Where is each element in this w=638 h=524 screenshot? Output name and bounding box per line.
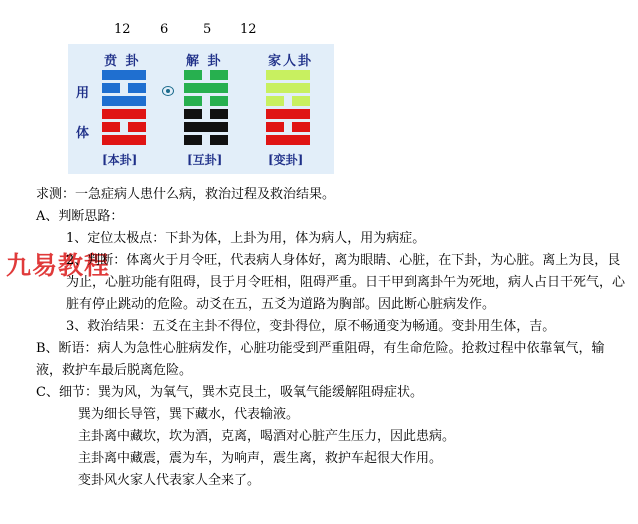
number: 5	[203, 22, 212, 37]
paragraph: B、断语：病人为急性心脏病发作，心脏功能受到严重阻碍，有生命危险。抢救过程中依靠氧气，输液，救护车最后脱离危险。	[36, 341, 605, 378]
hexagram-label: [互卦]	[187, 153, 223, 167]
hexagram-bian	[266, 70, 310, 148]
yang-line	[266, 70, 310, 80]
number: 12	[114, 22, 131, 37]
hexagram-hu	[184, 70, 228, 148]
yin-line	[184, 96, 228, 106]
hexagram-panel	[68, 44, 334, 174]
yang-line	[102, 70, 146, 80]
paragraph: 2、判断：体离火于月令旺，代表病人身体好，离为眼睛、心脏，在下卦，为心脏。离上为艮，艮为止，心脏功能有阻碍，艮于月令旺相，阻碍严重。日干甲到离卦午为死地，病人占日干死气，心脏有停止跳动的危险。动爻在五，五爻为道路为胸部。因此断心脏病发作。	[66, 253, 626, 312]
section-heading: A、判断思路：	[36, 209, 124, 224]
yang-line	[266, 135, 310, 145]
yang-line	[102, 135, 146, 145]
paragraph: C、细节：巽为风，为氧气，巽木克艮土，吸氧气能缓解阻碍症状。	[36, 385, 423, 400]
paragraph: 变卦风火家人代表家人全来了。	[78, 473, 261, 488]
yang-line	[102, 96, 146, 106]
yin-line	[184, 109, 228, 119]
yang-line	[102, 109, 146, 119]
yang-line	[266, 83, 310, 93]
side-label-use: 用	[76, 86, 90, 101]
eye-icon	[162, 86, 174, 96]
question: 求测：一急症病人患什么病，救治过程及救治结果。	[36, 187, 336, 202]
hexagram-name: 家人卦	[268, 54, 314, 69]
yin-line	[184, 135, 228, 145]
hexagram-label: [变卦]	[268, 153, 304, 167]
hexagram-name: 贲 卦	[104, 54, 141, 69]
hexagram-label: [本卦]	[102, 153, 138, 167]
paragraph: 1、定位太极点：下卦为体，上卦为用，体为病人，用为病症。	[66, 231, 426, 246]
yin-line	[266, 122, 310, 132]
hexagram-ben	[102, 70, 146, 148]
yang-line	[184, 122, 228, 132]
article-body	[36, 184, 626, 492]
yin-line	[102, 83, 146, 93]
paragraph: 主卦离中藏坎，坎为酒，克离，喝酒对心脏产生压力，因此患病。	[78, 429, 456, 444]
yin-line	[102, 122, 146, 132]
yang-line	[266, 109, 310, 119]
number: 12	[240, 22, 257, 37]
yin-line	[266, 96, 310, 106]
yin-line	[184, 70, 228, 80]
paragraph: 3、救治结果：五爻在主卦不得位，变卦得位，原不畅通变为畅通。变卦用生体，吉。	[66, 319, 556, 334]
hexagram-name: 解 卦	[186, 54, 223, 69]
yang-line	[184, 83, 228, 93]
number: 6	[160, 22, 169, 37]
paragraph: 巽为细长导管，巽下藏水，代表输液。	[78, 407, 300, 422]
watermark-logo: 九易教程	[6, 251, 111, 280]
side-label-body: 体	[76, 126, 90, 141]
paragraph: 主卦离中藏震，震为车，为响声，震生离，救护车起很大作用。	[78, 451, 443, 466]
